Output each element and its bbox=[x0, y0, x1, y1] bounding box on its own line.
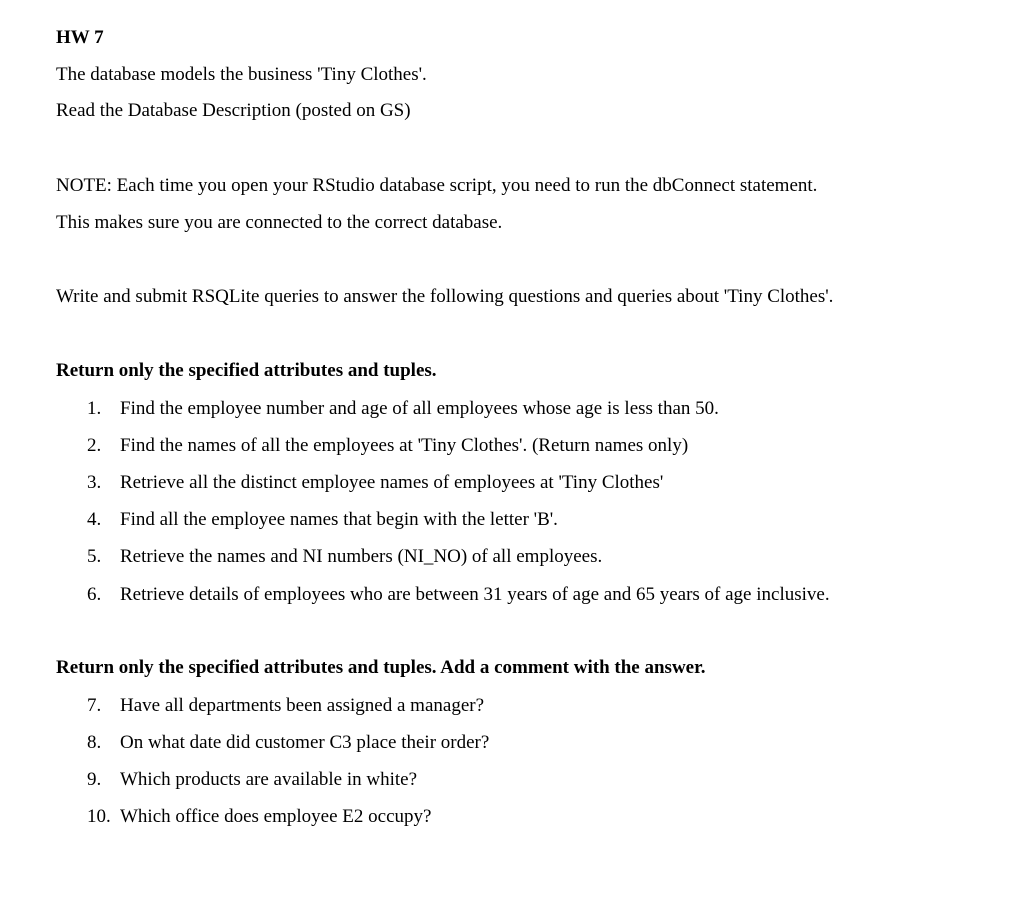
list-item-number: 3. bbox=[87, 472, 102, 493]
list-item-text: Which products are available in white? bbox=[120, 769, 418, 790]
list-item bbox=[87, 434, 688, 458]
list-item-number: 1. bbox=[87, 398, 102, 419]
section2-heading: Return only the specified attributes and tuples. Add a comment with the answer. bbox=[56, 657, 706, 678]
list-item-text: Retrieve details of employees who are between 31 years of age and 65 years of age inclusive. bbox=[120, 584, 830, 605]
list-item bbox=[87, 397, 719, 421]
list-item-text: Retrieve the names and NI numbers (NI_NO) of all employees. bbox=[120, 546, 603, 567]
list-item bbox=[87, 583, 830, 607]
list-item-number: 6. bbox=[87, 584, 102, 605]
list-item-text: Find the employee number and age of all employees whose age is less than 50. bbox=[120, 398, 719, 419]
list-item-number: 5. bbox=[87, 546, 102, 567]
intro-line-1: The database models the business 'Tiny Clothes'. bbox=[56, 64, 427, 85]
list-item-text: Retrieve all the distinct employee names of employees at 'Tiny Clothes' bbox=[120, 472, 664, 493]
intro-line-2: Read the Database Description (posted on GS) bbox=[56, 100, 411, 121]
list-item bbox=[87, 805, 431, 829]
list-item-text: Find the names of all the employees at 'Tiny Clothes'. (Return names only) bbox=[120, 435, 689, 456]
list-item-number: 7. bbox=[87, 695, 102, 716]
note-line-2: This makes sure you are connected to the correct database. bbox=[56, 212, 503, 233]
list-item-text: Find all the employee names that begin with the letter 'B'. bbox=[120, 509, 558, 530]
list-item-number: 2. bbox=[87, 435, 102, 456]
list-item bbox=[87, 731, 489, 755]
note-line-1: NOTE: Each time you open your RStudio database script, you need to run the dbConnect statement. bbox=[56, 175, 818, 196]
doc-title: HW 7 bbox=[56, 27, 104, 48]
section1-heading: Return only the specified attributes and tuples. bbox=[56, 360, 437, 381]
list-item bbox=[87, 768, 417, 792]
list-item-text: Which office does employee E2 occupy? bbox=[120, 806, 432, 827]
list-item-number: 4. bbox=[87, 509, 102, 530]
list-item-number: 8. bbox=[87, 732, 102, 753]
list-item bbox=[87, 694, 484, 718]
list-item-text: Have all departments been assigned a manager? bbox=[120, 695, 485, 716]
list-item bbox=[87, 508, 558, 532]
list-item bbox=[87, 545, 602, 569]
instruction-text: Write and submit RSQLite queries to answer the following questions and queries about 'Tiny Clothes'. bbox=[56, 286, 834, 307]
list-item bbox=[87, 471, 663, 495]
list-item-number: 10. bbox=[87, 806, 111, 827]
list-item-number: 9. bbox=[87, 769, 102, 790]
list-item-text: On what date did customer C3 place their order? bbox=[120, 732, 490, 753]
